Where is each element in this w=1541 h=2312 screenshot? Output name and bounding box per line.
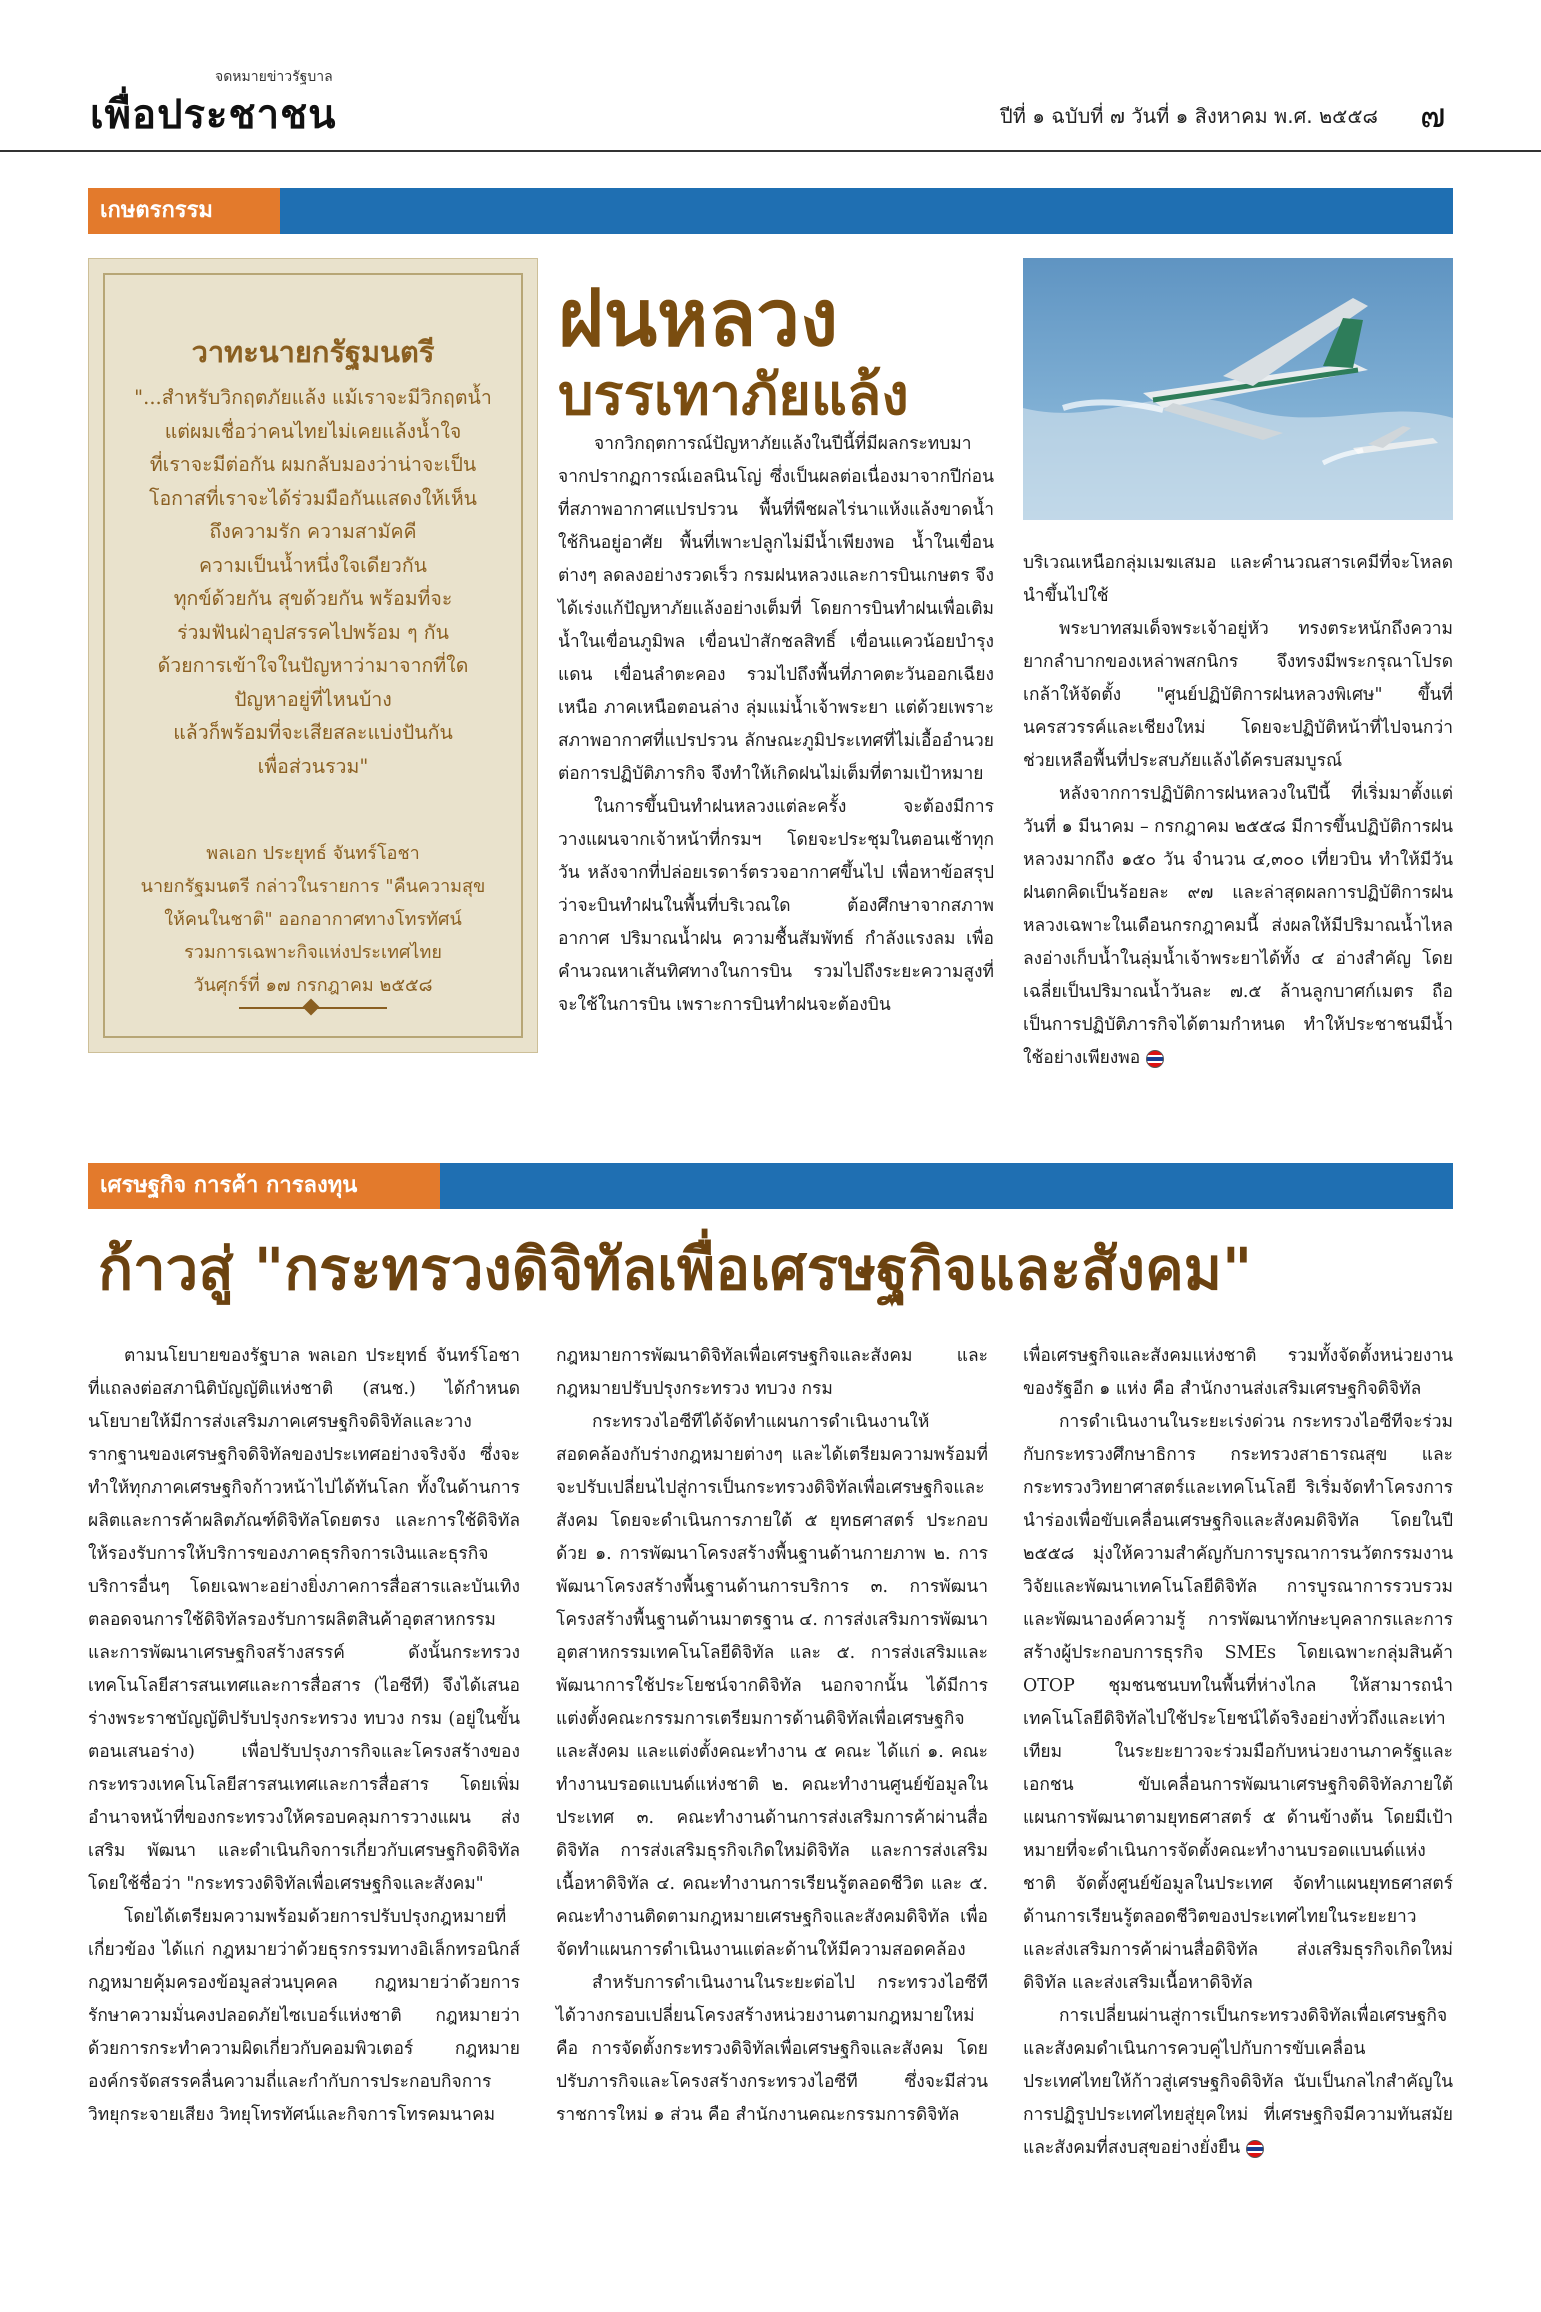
article-paragraph: สำหรับการดำเนินงานในระยะต่อไป กระทรวงไอซีทีได้วางกรอบเปลี่ยนโครงสร้างหน่วยงานตามกฎหมายใหม่ คือ การจัดตั้งกระทรวงดิจิทัลเพื่อเศรษฐกิจและสังคม โดยปรับภารกิจและโครงสร้างกระทรวงไอซีที ซึ่งจะมีส่วนราชการใหม่ ๑ ส่วน คือ สำนักงานคณะกรรมการดิจิทัล (556, 1973, 988, 2125)
quote-line: ทุกข์ด้วยกัน สุขด้วยกัน พร้อมที่จะ (173, 587, 453, 610)
credit-line: รวมการเฉพาะกิจแห่งประเทศไทย (184, 942, 442, 963)
quote-line: แล้วก็พร้อมที่จะเสียสละแบ่งปันกัน (173, 721, 453, 744)
article-paragraph: การดำเนินงานในระยะเร่งด่วน กระทรวงไอซีทีจะร่วมกับกระทรวงศึกษาธิการ กระทรวงสาธารณสุข และกระทรวงวิทยาศาสตร์และเทคโนโลยี ริเริ่มจัดทำโครงการนำร่องเพื่อขับเคลื่อนเศรษฐกิจและสังคมดิจิทัล โดยในปี ๒๕๕๘ มุ่งให้ความสำคัญกับการบูรณาการนวัตกรรมงานวิจัยและพัฒนาเทคโนโลยีดิจิทัล การบูรณาการรวบรวมและพัฒนาองค์ความรู้ การพัฒนาทักษะบุคลากรและการสร้างผู้ประกอบการธุรกิจ SMEs โดยเฉพาะกลุ่มสินค้า OTOP ชุมชนชนบทในพื้นที่ห่างไกล ให้สามารถนำเทคโนโลยีดิจิทัลไปใช้ประโยชน์ได้จริงอย่างทั่วถึงและเท่าเทียม ในระยะยาวจะร่วมมือกับหน่วยงานภาครัฐและเอกชน ขับเคลื่อนการพัฒนาเศรษฐกิจดิจิทัลภายใต้แผนการพัฒนาตามยุทธศาสตร์ ๕ ด้านข้างต้น โดยมีเป้าหมายที่จะดำเนินการจัดตั้งคณะทำงานบรอดแบนด์แห่งชาติ จัดตั้งศูนย์ข้อมูลในประเทศ จัดทำแผนยุทธศาสตร์ด้านการเรียนรู้ตลอดชีวิตของประเทศไทยในระยะยาว และส่งเสริมการค้าผ่านสื่อดิจิทัล ส่งเสริมธุรกิจเกิดใหม่ดิจิทัล และส่งเสริมเนื้อหาดิจิทัล (1023, 1412, 1453, 1993)
digital-article-column-2 (556, 1340, 988, 2132)
page-number: ๗ (1420, 96, 1446, 136)
quote-line: ที่เราจะมีต่อกัน ผมกลับมองว่าน่าจะเป็น (149, 453, 477, 476)
article-paragraph: พระบาทสมเด็จพระเจ้าอยู่หัว ทรงตระหนักถึงความยากลำบากของเหล่าพสกนิกร จึงทรงมีพระกรุณาโปรดเกล้าให้จัดตั้ง "ศูนย์ปฏิบัติการฝนหลวงพิเศษ" ขึ้นที่นครสวรรค์และเชียงใหม่ โดยจะปฏิบัติหน้าที่ไปจนกว่าช่วยเหลือพื้นที่ประสบภัยแล้งได้ครบสมบูรณ์ (1023, 619, 1453, 771)
quote-line: โอกาสที่เราจะได้ร่วมมือกันแสดงให้เห็น (148, 486, 477, 510)
credit-line: ให้คนในชาติ" ออกอากาศทางโทรทัศน์ (164, 909, 462, 930)
thai-flag-icon (1246, 2140, 1264, 2158)
headline-drought-relief: บรรเทาภัยแล้ง (558, 363, 909, 428)
article-paragraph: เพื่อเศรษฐกิจและสังคมแห่งชาติ รวมทั้งจัดตั้งหน่วยงานของรัฐอีก ๑ แห่ง คือ สำนักงานส่งเสริมเศรษฐกิจดิจิทัล (1023, 1346, 1453, 1399)
pm-quote-text (113, 381, 513, 783)
rain-article-column-1 (558, 428, 994, 1022)
article-paragraph-text: การเปลี่ยนผ่านสู่การเป็นกระทรวงดิจิทัลเพื่อเศรษฐกิจและสังคมดำเนินการควบคู่ไปกับการขับเคลื่อนประเทศไทยให้ก้าวสู่เศรษฐกิจดิจิทัล นับเป็นกลไกสำคัญในการปฏิรูปประเทศไทยสู่ยุคใหม่ ที่เศรษฐกิจมีความทันสมัยและสังคมที่สงบสุขอย่างยั่งยืน (1023, 2006, 1453, 2158)
quote-line: ด้วยการเข้าใจในปัญหาว่ามาจากที่ใด (157, 654, 469, 677)
article-paragraph: กระทรวงไอซีทีได้จัดทำแผนการดำเนินงานให้สอดคล้องกับร่างกฎหมายต่างๆ และได้เตรียมความพร้อมที่จะปรับเปลี่ยนไปสู่การเป็นกระทรวงดิจิทัลเพื่อเศรษฐกิจและสังคม โดยจะดำเนินการภายใต้ ๕ ยุทธศาสตร์ ประกอบด้วย ๑. การพัฒนาโครงสร้างพื้นฐานด้านกายภาพ ๒. การพัฒนาโครงสร้างพื้นฐานด้านการบริการ ๓. การพัฒนาโครงสร้างพื้นฐานด้านมาตรฐาน ๔. การส่งเสริมการพัฒนาอุตสาหกรรมเทคโนโลยีดิจิทัล และ ๕. การส่งเสริมและพัฒนาการใช้ประโยชน์จากดิจิทัล นอกจากนั้น ได้มีการแต่งตั้งคณะกรรมการเตรียมการด้านดิจิทัลเพื่อเศรษฐกิจและสังคม และแต่งตั้งคณะทำงาน ๕ คณะ ได้แก่ ๑. คณะทำงานบรอดแบนด์แห่งชาติ ๒. คณะทำงานศูนย์ข้อมูลในประเทศ ๓. คณะทำงานด้านการส่งเสริมการค้าผ่านสื่อดิจิทัล การส่งเสริมธุรกิจเกิดใหม่ดิจิทัล และการส่งเสริมเนื้อหาดิจิทัล ๔. คณะทำงานการเรียนรู้ตลอดชีวิต และ ๕. คณะทำงานติดตามกฎหมายเศรษฐกิจและสังคมดิจิทัล เพื่อจัดทำแผนการดำเนินงานแต่ละด้านให้มีความสอดคล้อง (556, 1412, 988, 1960)
masthead-rule (0, 150, 1541, 152)
quote-line: "...สำหรับวิกฤตภัยแล้ง แม้เราจะมีวิกฤตน้ำ (134, 386, 492, 409)
pm-quote-credit (113, 837, 513, 1002)
quote-line: เพื่อส่วนรวม" (257, 754, 369, 778)
aircraft-illustration (1023, 258, 1453, 520)
article-paragraph: กฎหมายการพัฒนาดิจิทัลเพื่อเศรษฐกิจและสังคม และกฎหมายปรับปรุงกระทรวง ทบวง กรม (556, 1346, 988, 1399)
section-label-economy: เศรษฐกิจ การค้า การลงทุน (88, 1163, 440, 1209)
quote-line: ถึงความรัก ความสามัคคี (209, 520, 417, 543)
article-paragraph: ในการขึ้นบินทำฝนหลวงแต่ละครั้ง จะต้องมีการวางแผนจากเจ้าหน้าที่กรมฯ โดยจะประชุมในตอนเช้าทุกวัน หลังจากที่ปล่อยเรดาร์ตรวจอากาศขึ้นไป เพื่อหาข้อสรุปว่าจะบินทำฝนในพื้นที่บริเวณใด ต้องศึกษาจากสภาพอากาศ ปริมาณน้ำฝน ความชื้นสัมพัทธ์ กำลังแรงลม เพื่อคำนวณหาเส้นทิศทางในการบิน รวมไปถึงระยะความสูงที่จะใช้ในการบิน เพราะการบินทำฝนจะต้องบิน (558, 797, 994, 1015)
thai-flag-icon (1146, 1050, 1164, 1068)
headline-digital-ministry: ก้าวสู่ "กระทรวงดิจิทัลเพื่อเศรษฐกิจและสังคม" (98, 1235, 1253, 1303)
section-bar-agriculture (88, 188, 1453, 234)
credit-line: พลเอก ประยุทธ์ จันทร์โอชา (206, 843, 420, 864)
rain-article-column-2 (1023, 547, 1453, 1075)
pm-quote-box (88, 258, 538, 1053)
quote-line: ปัญหาอยู่ที่ไหนบ้าง (234, 687, 392, 711)
article-paragraph: โดยได้เตรียมความพร้อมด้วยการปรับปรุงกฎหมายที่เกี่ยวข้อง ได้แก่ กฎหมายว่าด้วยธุรกรรมทางอิเล็กทรอนิกส์ กฎหมายคุ้มครองข้อมูลส่วนบุคคล กฎหมายว่าด้วยการรักษาความมั่นคงปลอดภัยไซเบอร์แห่งชาติ กฎหมายว่าด้วยการกระทำความผิดเกี่ยวกับคอมพิวเตอร์ กฎหมายองค์กรจัดสรรคลื่นความถี่และกำกับการประกอบกิจการวิทยุกระจายเสียง วิทยุโทรทัศน์และกิจการโทรคมนาคม (88, 1907, 520, 2125)
royal-rain-aircraft-photo (1023, 258, 1453, 520)
credit-line: นายกรัฐมนตรี กล่าวในรายการ "คืนความสุข (140, 876, 486, 897)
article-paragraph: บริเวณเหนือกลุ่มเมฆเสมอ และคำนวณสารเคมีที่จะโหลดนำขึ้นไปใช้ (1023, 553, 1453, 606)
article-paragraph-text: หลังจากการปฏิบัติการฝนหลวงในปีนี้ ที่เริ่มมาตั้งแต่วันที่ ๑ มีนาคม – กรกฎาคม ๒๕๕๘ มีการขึ้นปฏิบัติการฝนหลวงมากถึง ๑๕๐ วัน จำนวน ๔,๓๐๐ เที่ยวบิน ทำให้มีวันฝนตกคิดเป็นร้อยละ ๙๗ และล่าสุดผลการปฏิบัติการฝนหลวงเฉพาะในเดือนกรกฎาคมนี้ ส่งผลให้มีปริมาณน้ำไหลลงอ่างเก็บน้ำในลุ่มน้ำเจ้าพระยาได้ทั้ง ๔ อ่างสำคัญ โดยเฉลี่ยเป็นปริมาณน้ำวันละ ๗.๕ ล้านลูกบาศก์เมตร ถือเป็นการปฏิบัติภารกิจได้ตามกำหนด ทำให้ประชาชนมีน้ำใช้อย่างเพียงพอ (1023, 784, 1454, 1068)
quote-line: ร่วมฟันฝ่าอุปสรรคไปพร้อม ๆ กัน (177, 620, 449, 644)
pm-quote-title: วาทะนายกรัฐมนตรี (191, 335, 435, 369)
article-paragraph (1023, 2000, 1453, 2165)
article-paragraph: ตามนโยบายของรัฐบาล พลเอก ประยุทธ์ จันทร์โอชา ที่แถลงต่อสภานิติบัญญัติแห่งชาติ (สนช.) ได้กำหนดนโยบายให้มีการส่งเสริมภาคเศรษฐกิจดิจิทัลและวางรากฐานของเศรษฐกิจดิจิทัลของประเทศอย่างจริงจัง ซึ่งจะทำให้ทุกภาคเศรษฐกิจก้าวหน้าไปได้ทันโลก ทั้งในด้านการผลิตและการค้าผลิตภัณฑ์ดิจิทัลโดยตรง และการใช้ดิจิทัลให้รองรับการให้บริการของภาคธุรกิจการเงินและธุรกิจบริการอื่นๆ โดยเฉพาะอย่างยิ่งภาคการสื่อสารและบันเทิง ตลอดจนการใช้ดิจิทัลรองรับการผลิตสินค้าอุตสาหกรรมและการพัฒนาเศรษฐกิจสร้างสรรค์ ดังนั้นกระทรวงเทคโนโลยีสารสนเทศและการสื่อสาร (ไอซีที) จึงได้เสนอร่างพระราชบัญญัติปรับปรุงกระทรวง ทบวง กรม (อยู่ในขั้นตอนเสนอร่าง) เพื่อปรับปรุงภารกิจและโครงสร้างของกระทรวงเทคโนโลยีสารสนเทศและการสื่อสาร โดยเพิ่มอำนาจหน้าที่ของกระทรวงให้ครอบคลุมการวางแผน ส่งเสริม พัฒนา และดำเนินกิจการเกี่ยวกับเศรษฐกิจดิจิทัล โดยใช้ชื่อว่า "กระทรวงดิจิทัลเพื่อเศรษฐกิจและสังคม" (88, 1346, 520, 1894)
digital-article-column-3 (1023, 1340, 1453, 2165)
credit-line: วันศุกร์ที่ ๑๗ กรกฎาคม ๒๕๕๘ (193, 975, 433, 996)
headline-royal-rain: ฝนหลวง (558, 274, 839, 364)
issue-info: ปีที่ ๑ ฉบับที่ ๗ วันที่ ๑ สิงหาคม พ.ศ. ๒๕๕๘ (1000, 104, 1378, 128)
section-label-agriculture: เกษตรกรรม (88, 188, 280, 234)
masthead-title: เพื่อประชาชน (90, 92, 337, 138)
digital-article-column-1 (88, 1340, 520, 2132)
article-paragraph (1023, 778, 1453, 1075)
quote-line: แต่ผมเชื่อว่าคนไทยไม่เคยแล้งน้ำใจ (164, 419, 462, 443)
masthead-subtitle: จดหมายข่าวรัฐบาล (215, 69, 333, 85)
quote-line: ความเป็นน้ำหนึ่งใจเดียวกัน (199, 553, 427, 577)
article-paragraph: จากวิกฤตการณ์ปัญหาภัยแล้งในปีนี้ที่มีผลกระทบมาจากปรากฏการณ์เอลนินโญ่ ซึ่งเป็นผลต่อเนื่องมาจากปีก่อนที่สภาพอากาศแปรปรวน พื้นที่พืชผลไร่นาแห้งแล้งขาดน้ำใช้กินอยู่อาศัย พื้นที่เพาะปลูกไม่มีน้ำเพียงพอ น้ำในเขื่อนต่างๆ ลดลงอย่างรวดเร็ว กรมฝนหลวงและการบินเกษตร จึงได้เร่งแก้ปัญหาภัยแล้งอย่างเต็มที่ โดยการบินทำฝนเพื่อเติมน้ำในเขื่อนภูมิพล เขื่อนป่าสักชลสิทธิ์ เขื่อนแควน้อยบำรุงแดน เขื่อนลำตะคอง รวมไปถึงพื้นที่ภาคตะวันออกเฉียงเหนือ ภาคเหนือตอนล่าง ลุ่มแม่น้ำเจ้าพระยา แต่ด้วยเพราะสภาพอากาศที่แปรปรวน ลักษณะภูมิประเทศที่ไม่เอื้ออำนวยต่อการปฏิบัติภารกิจ จึงทำให้เกิดฝนไม่เต็มที่ตามเป้าหมาย (558, 434, 994, 784)
